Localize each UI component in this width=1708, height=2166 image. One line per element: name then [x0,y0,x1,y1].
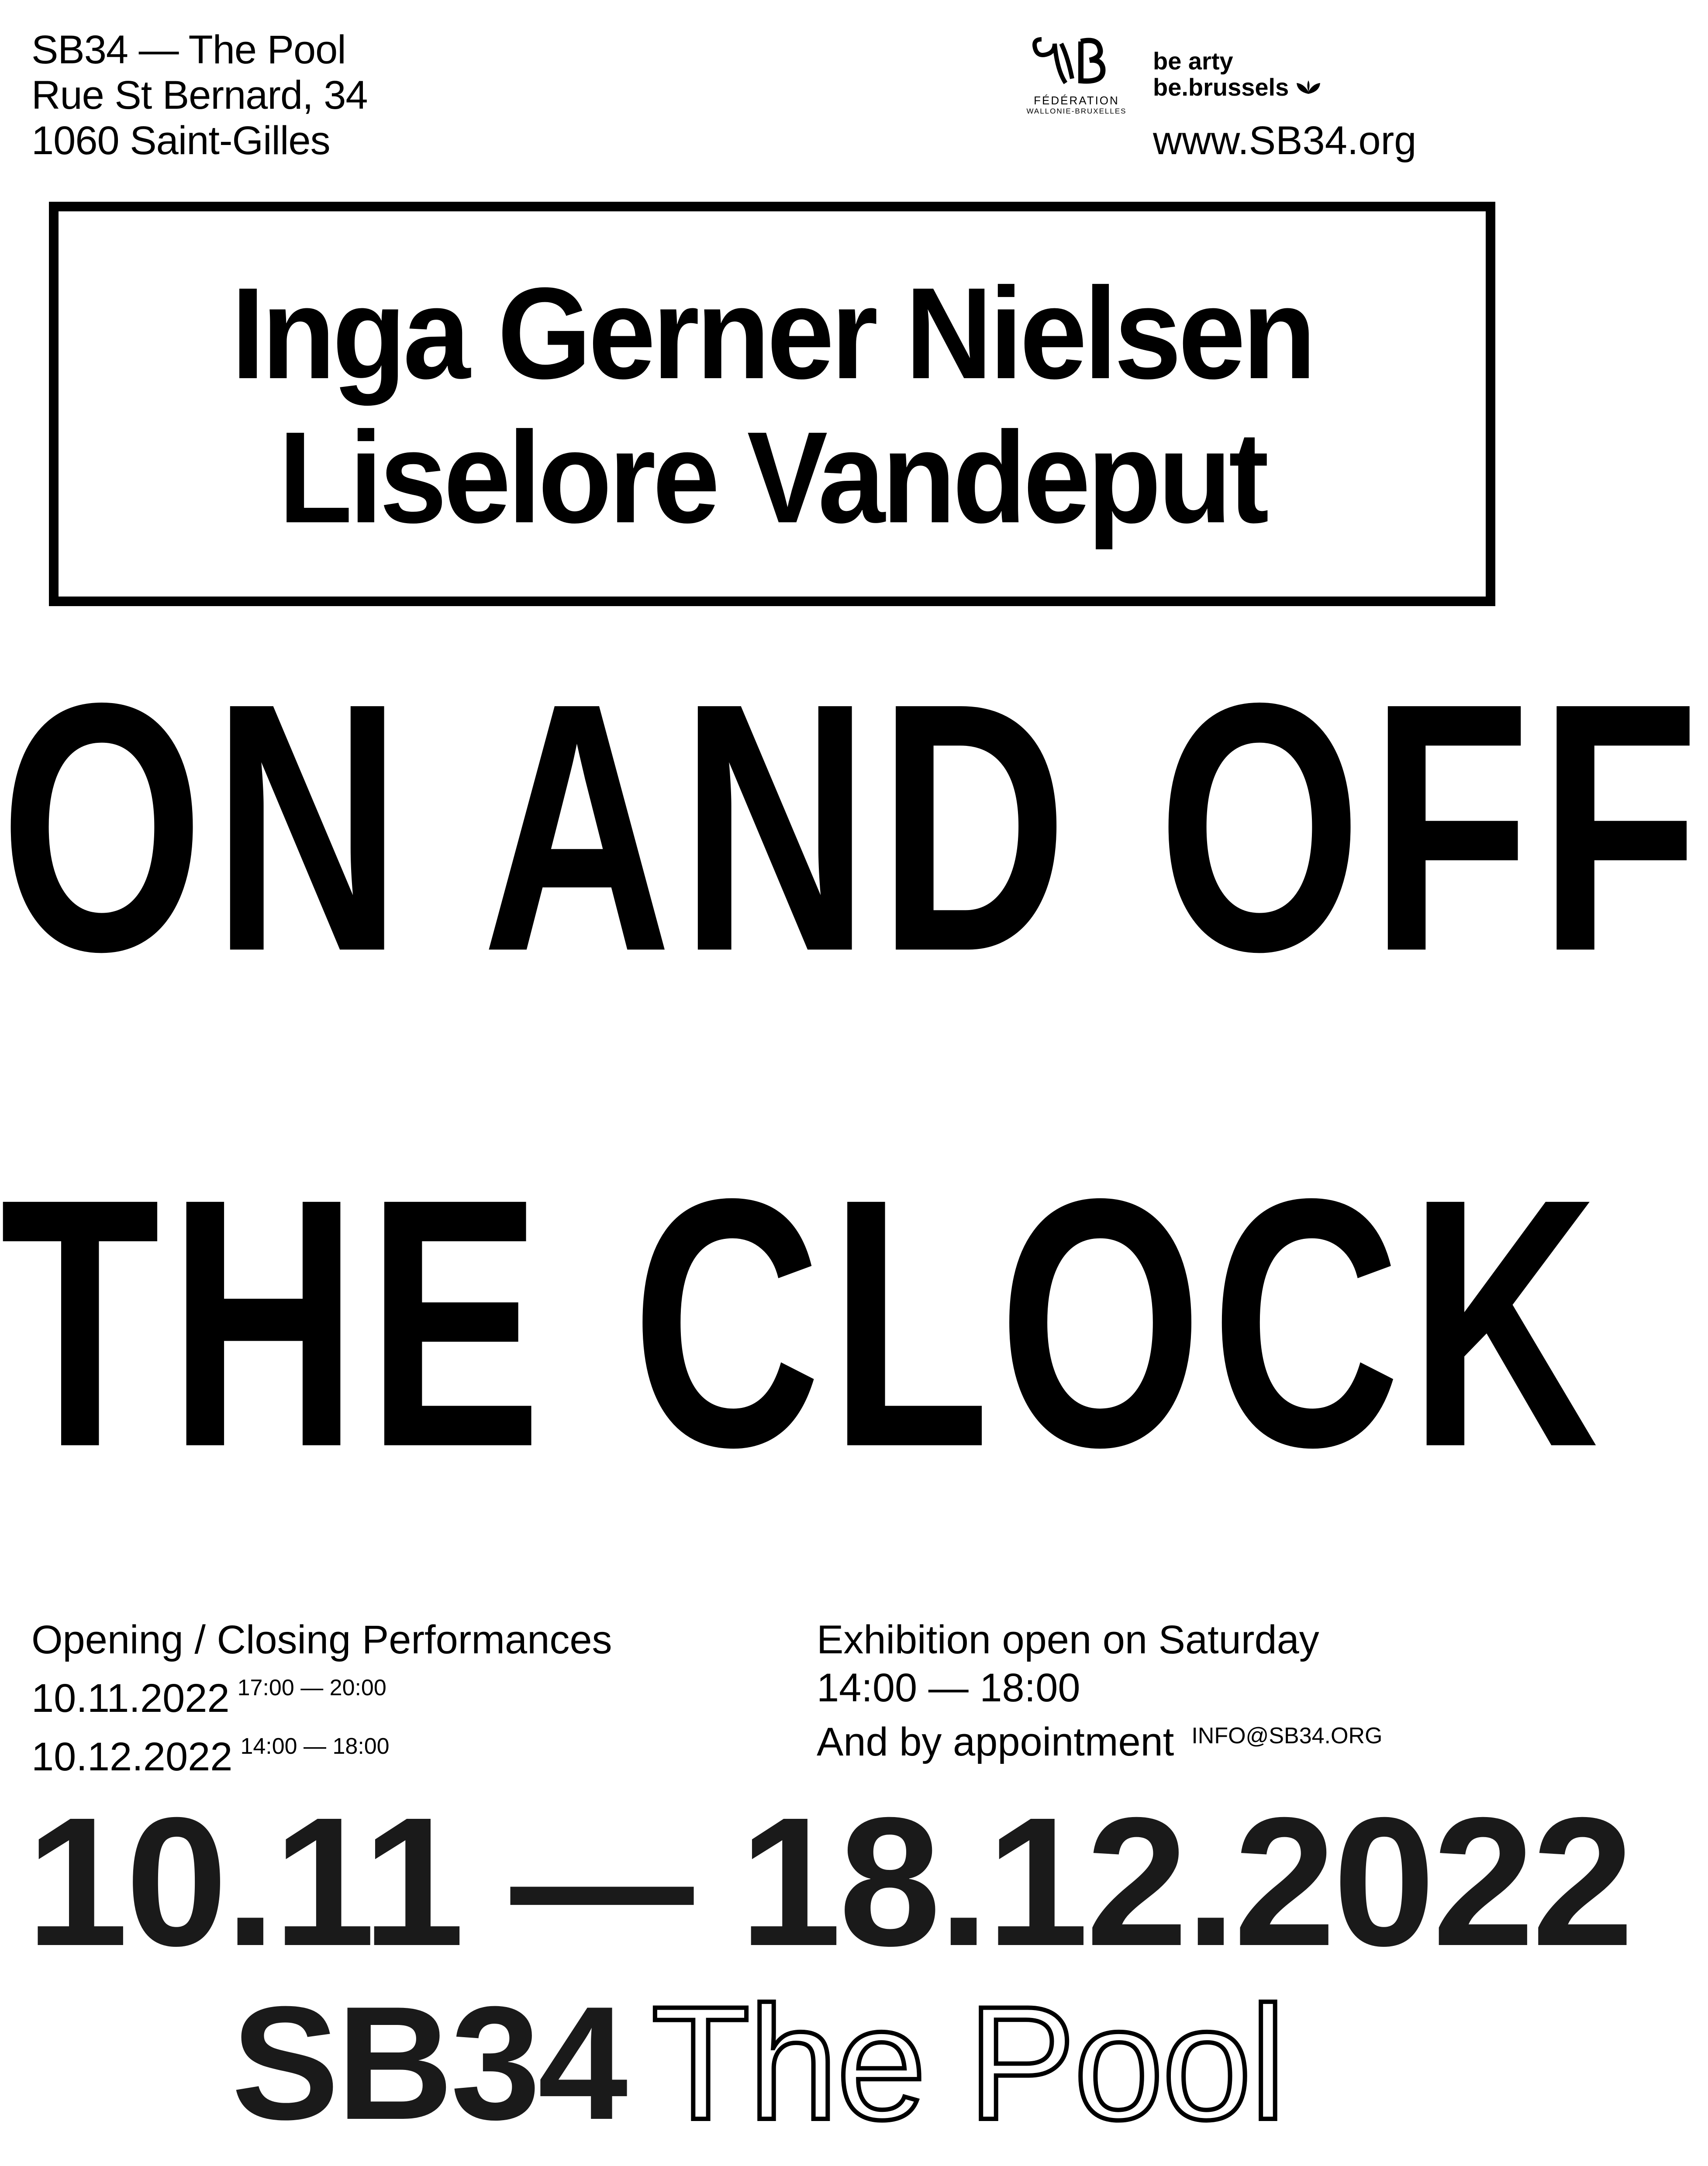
address-line-1: SB34 — The Pool [31,28,346,72]
fwb-caption-2: WALLONIE-BRUXELLES [1026,107,1127,115]
opening-hours: 14:00 — 18:00 [817,1666,1080,1710]
artist-names [59,262,1486,550]
venue-name [231,1973,1284,2153]
contact-email[interactable]: INFO@SB34.ORG [1191,1723,1383,1749]
performances-block [31,1616,612,1781]
artists-frame [49,202,1495,606]
venue-address [31,27,368,163]
exhibition-title-line-2: THE CLOCK [0,1125,1607,1521]
address-line-3: 1060 Saint-Gilles [31,118,330,163]
artist-2: Liselore Vandeput [278,405,1266,550]
address-line-2: Rue St Bernard, 34 [31,73,368,117]
website-link[interactable]: www.SB34.org [1153,118,1417,163]
venue-sub: The Pool [651,1973,1284,2153]
exhibition-dates: 10.11 — 18.12.2022 [26,1780,1632,1984]
fwb-mark-icon [1024,31,1129,92]
performance-row [31,1664,612,1722]
performance-time: 17:00 — 20:00 [237,1675,386,1700]
venue-main: SB34 [231,1973,625,2153]
performance-date: 10.12.2022 [31,1735,233,1779]
federation-wallonie-bruxelles-logo [1024,31,1129,122]
artist-1: Inga Gerner Nielsen [231,261,1313,406]
opening-hours-block [817,1616,1382,1766]
exhibition-title-line-1: ON AND OFF [0,630,1708,1025]
appointment-note: And by appointment [817,1720,1174,1764]
be-brussels-logo [1153,48,1324,100]
fwb-caption-1: FÉDÉRATION [1034,94,1119,107]
arty-line-1: be arty [1153,47,1233,75]
opening-days: Exhibition open on Saturday [817,1618,1319,1662]
performances-heading: Opening / Closing Performances [31,1618,612,1662]
performance-row [31,1722,612,1781]
arty-line-2: be.brussels [1153,73,1289,101]
performance-date: 10.11.2022 [31,1676,230,1721]
iris-icon [1293,79,1324,96]
performance-time: 14:00 — 18:00 [240,1734,390,1759]
